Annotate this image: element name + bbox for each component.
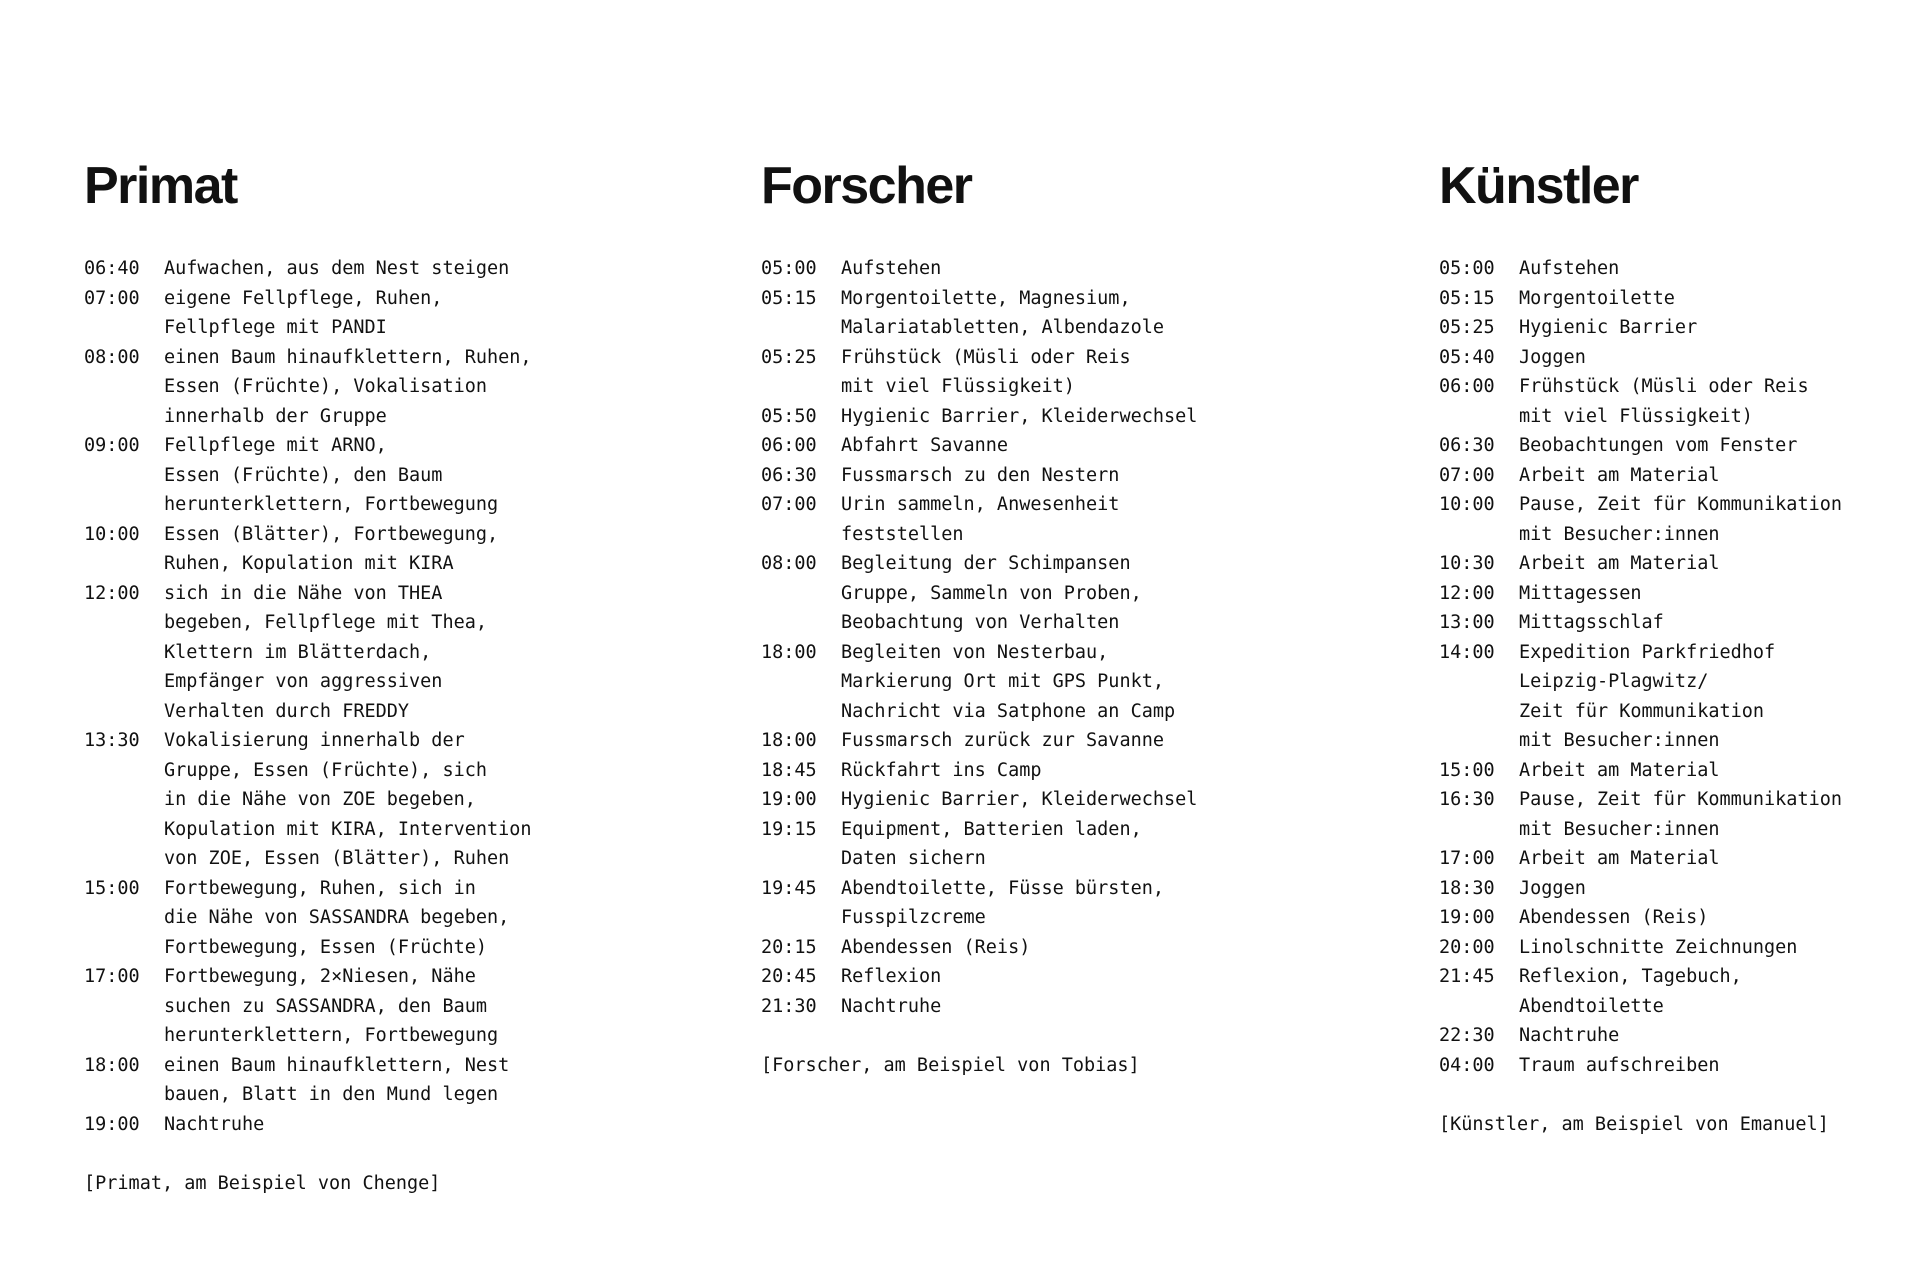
entry-time: 06:00	[1439, 376, 1495, 397]
entry-activity: sich in die Nähe von THEA begeben, Fellpflege mit Thea, Klettern im Blätterdach, Empfänger von aggressiven Verhalten durch FREDDY	[164, 582, 488, 722]
schedule-entry	[1439, 962, 1920, 1021]
entry-time: 12:00	[1439, 582, 1495, 604]
entry-activity: Arbeit am Material	[1519, 553, 1720, 574]
entry-activity: Aufstehen	[1519, 258, 1620, 279]
entry-activity: Traum aufschreiben	[1519, 1054, 1720, 1076]
schedule-entry	[84, 962, 684, 1051]
entry-activity: Linolschnitte Zeichnungen	[1519, 936, 1798, 958]
schedule-entry	[84, 874, 684, 963]
entry-time: 19:00	[1439, 907, 1495, 928]
entry-time: 06:30	[1439, 435, 1495, 456]
schedule-entry	[761, 756, 1361, 786]
schedule-entry	[1439, 638, 1920, 756]
schedule-entry	[761, 549, 1361, 638]
entry-time: 05:15	[761, 287, 817, 309]
schedule-list	[1439, 254, 1920, 1080]
entry-activity: Fellpflege mit ARNO, Essen (Früchte), den Baum herunterklettern, Fortbewegung	[164, 435, 499, 515]
entry-activity: Joggen	[1519, 346, 1586, 368]
entry-time: 15:00	[1439, 759, 1495, 781]
schedule-entry	[1439, 313, 1920, 343]
schedule-entry	[1439, 461, 1920, 491]
entry-activity: eigene Fellpflege, Ruhen, Fellpflege mit PANDI	[164, 287, 443, 338]
entry-time: 05:00	[761, 258, 817, 279]
entry-time: 06:00	[761, 435, 817, 456]
schedule-entry	[84, 579, 684, 727]
entry-time: 14:00	[1439, 641, 1495, 663]
entry-activity: Frühstück (Müsli oder Reis mit viel Flüssigkeit)	[1519, 376, 1809, 427]
schedule-entry	[761, 726, 1361, 756]
entry-activity: Abendessen (Reis)	[841, 936, 1031, 958]
column-primat	[84, 156, 684, 1198]
schedule-entry	[84, 1110, 684, 1140]
entry-time: 19:00	[84, 1113, 140, 1135]
entry-time: 21:30	[761, 995, 817, 1017]
entry-activity: Arbeit am Material	[1519, 848, 1720, 869]
schedule-entry	[1439, 785, 1920, 844]
schedule-entry	[84, 1051, 684, 1110]
schedule-entry	[84, 726, 684, 874]
entry-activity: Frühstück (Müsli oder Reis mit viel Flüssigkeit)	[841, 346, 1131, 397]
schedule-entry	[761, 284, 1361, 343]
schedule-entry	[1439, 254, 1920, 284]
schedule-entry	[1439, 490, 1920, 549]
entry-activity: Abendessen (Reis)	[1519, 907, 1709, 928]
entry-time: 05:00	[1439, 258, 1495, 279]
entry-time: 18:00	[761, 641, 817, 663]
column-caption: [Forscher, am Beispiel von Tobias]	[761, 1054, 1140, 1076]
entry-activity: Pause, Zeit für Kommunikation mit Besucher:innen	[1519, 494, 1843, 545]
entry-time: 19:45	[761, 877, 817, 899]
schedule-entry	[761, 785, 1361, 815]
entry-activity: Begleitung der Schimpansen Gruppe, Sammeln von Proben, Beobachtung von Verhalten	[841, 553, 1142, 633]
entry-time: 18:45	[761, 759, 817, 781]
schedule-entry	[1439, 874, 1920, 904]
schedule-entry	[1439, 903, 1920, 933]
entry-time: 07:00	[84, 287, 140, 309]
entry-time: 05:25	[761, 346, 817, 368]
entry-activity: einen Baum hinaufklettern, Ruhen, Essen (Früchte), Vokalisation innerhalb der Gruppe	[164, 346, 532, 427]
entry-time: 05:40	[1439, 346, 1495, 368]
schedule-entry	[1439, 372, 1920, 431]
entry-time: 05:25	[1439, 317, 1495, 338]
entry-time: 06:40	[84, 258, 140, 279]
entry-time: 09:00	[84, 435, 140, 456]
schedule-entry	[761, 343, 1361, 402]
schedule-entry	[761, 638, 1361, 727]
entry-time: 08:00	[761, 553, 817, 574]
entry-activity: Begleiten von Nesterbau, Markierung Ort mit GPS Punkt, Nachricht via Satphone an Camp	[841, 641, 1176, 722]
entry-time: 08:00	[84, 346, 140, 368]
entry-time: 10:30	[1439, 553, 1495, 574]
entry-activity: Essen (Blätter), Fortbewegung, Ruhen, Kopulation mit KIRA	[164, 523, 499, 574]
schedule-entry	[761, 962, 1361, 992]
entry-activity: Nachtruhe	[164, 1113, 265, 1135]
entry-activity: Nachtruhe	[1519, 1025, 1620, 1046]
entry-activity: Urin sammeln, Anwesenheit feststellen	[841, 494, 1120, 545]
entry-activity: Abendtoilette, Füsse bürsten, Fusspilzcreme	[841, 877, 1165, 928]
entry-time: 05:15	[1439, 287, 1495, 309]
entry-activity: Fussmarsch zurück zur Savanne	[841, 730, 1165, 751]
schedule-entry	[1439, 343, 1920, 373]
entry-time: 10:00	[84, 523, 140, 545]
schedule-entry	[761, 402, 1361, 432]
column-title: Forscher	[761, 157, 972, 215]
schedule-entry	[1439, 579, 1920, 609]
entry-activity: Fortbewegung, 2×Niesen, Nähe suchen zu SASSANDRA, den Baum herunterklettern, Fortbewegung	[164, 966, 499, 1046]
schedule-entry	[761, 461, 1361, 491]
entry-activity: Fortbewegung, Ruhen, sich in die Nähe von SASSANDRA begeben, Fortbewegung, Essen (Früchte)	[164, 877, 510, 958]
entry-time: 21:45	[1439, 966, 1495, 987]
entry-activity: Abfahrt Savanne	[841, 435, 1009, 456]
schedule-entry	[1439, 549, 1920, 579]
entry-activity: Arbeit am Material	[1519, 759, 1720, 781]
column-kuenstler	[1439, 156, 1920, 1139]
entry-activity: Mittagessen	[1519, 582, 1642, 604]
entry-activity: Arbeit am Material	[1519, 464, 1720, 486]
entry-activity: einen Baum hinaufklettern, Nest bauen, Blatt in den Mund legen	[164, 1054, 510, 1105]
entry-time: 07:00	[1439, 464, 1495, 486]
schedule-entry	[761, 815, 1361, 874]
entry-time: 20:45	[761, 966, 817, 987]
column-forscher	[761, 156, 1361, 1080]
schedule-entry	[1439, 933, 1920, 963]
schedule-entry	[1439, 1051, 1920, 1081]
entry-activity: Joggen	[1519, 877, 1586, 899]
schedule-entry	[1439, 608, 1920, 638]
schedule-entry	[1439, 431, 1920, 461]
entry-activity: Expedition Parkfriedhof Leipzig-Plagwitz/ Zeit für Kommunikation mit Besucher:innen	[1519, 641, 1776, 751]
schedule-list	[761, 254, 1361, 1021]
schedule-entry	[761, 490, 1361, 549]
entry-activity: Aufwachen, aus dem Nest steigen	[164, 258, 510, 279]
schedule-entry	[84, 284, 684, 343]
entry-activity: Pause, Zeit für Kommunikation mit Besucher:innen	[1519, 789, 1843, 840]
entry-time: 18:00	[84, 1054, 140, 1076]
schedule-list	[84, 254, 684, 1139]
schedule-entry	[761, 992, 1361, 1022]
schedule-entry	[1439, 756, 1920, 786]
schedule-entry	[761, 431, 1361, 461]
schedule-entry	[1439, 844, 1920, 874]
entry-activity: Beobachtungen vom Fenster	[1519, 435, 1798, 456]
entry-time: 16:30	[1439, 789, 1495, 810]
column-title: Primat	[84, 157, 237, 215]
entry-activity: Reflexion	[841, 966, 942, 987]
entry-time: 22:30	[1439, 1025, 1495, 1046]
entry-time: 12:00	[84, 582, 140, 604]
entry-time: 10:00	[1439, 494, 1495, 515]
entry-time: 19:15	[761, 818, 817, 840]
entry-time: 20:00	[1439, 936, 1495, 958]
column-caption: [Primat, am Beispiel von Chenge]	[84, 1172, 441, 1194]
entry-activity: Hygienic Barrier	[1519, 317, 1698, 338]
entry-time: 06:30	[761, 464, 817, 486]
entry-activity: Morgentoilette, Magnesium, Malariatabletten, Albendazole	[841, 287, 1165, 338]
entry-time: 13:30	[84, 730, 140, 751]
entry-activity: Hygienic Barrier, Kleiderwechsel	[841, 405, 1198, 427]
schedule-entry	[84, 254, 684, 284]
schedule-entry	[761, 874, 1361, 933]
entry-time: 15:00	[84, 877, 140, 899]
entry-activity: Equipment, Batterien laden, Daten sichern	[841, 818, 1142, 869]
entry-activity: Vokalisierung innerhalb der Gruppe, Essen (Früchte), sich in die Nähe von ZOE begeben, Kopulation mit KIRA, Intervention von ZOE, Essen (Blätter), Ruhen	[164, 730, 532, 869]
schedule-entry	[1439, 1021, 1920, 1051]
entry-activity: Rückfahrt ins Camp	[841, 759, 1042, 781]
schedule-entry	[761, 933, 1361, 963]
entry-activity: Hygienic Barrier, Kleiderwechsel	[841, 789, 1198, 810]
entry-time: 18:30	[1439, 877, 1495, 899]
entry-time: 05:50	[761, 405, 817, 427]
entry-time: 17:00	[1439, 848, 1495, 869]
entry-time: 04:00	[1439, 1054, 1495, 1076]
entry-time: 20:15	[761, 936, 817, 958]
entry-activity: Aufstehen	[841, 258, 942, 279]
schedule-entry	[84, 431, 684, 520]
entry-time: 18:00	[761, 730, 817, 751]
schedule-entry	[761, 254, 1361, 284]
column-title: Künstler	[1439, 157, 1638, 215]
entry-time: 07:00	[761, 494, 817, 515]
entry-time: 19:00	[761, 789, 817, 810]
column-caption: [Künstler, am Beispiel von Emanuel]	[1439, 1113, 1829, 1135]
schedule-entry	[84, 343, 684, 432]
entry-activity: Morgentoilette	[1519, 287, 1675, 309]
entry-activity: Fussmarsch zu den Nestern	[841, 464, 1120, 486]
entry-activity: Mittagsschlaf	[1519, 612, 1664, 633]
entry-activity: Reflexion, Tagebuch, Abendtoilette	[1519, 966, 1742, 1017]
entry-time: 13:00	[1439, 612, 1495, 633]
schedule-entry	[1439, 284, 1920, 314]
entry-activity: Nachtruhe	[841, 995, 942, 1017]
entry-time: 17:00	[84, 966, 140, 987]
schedule-entry	[84, 520, 684, 579]
